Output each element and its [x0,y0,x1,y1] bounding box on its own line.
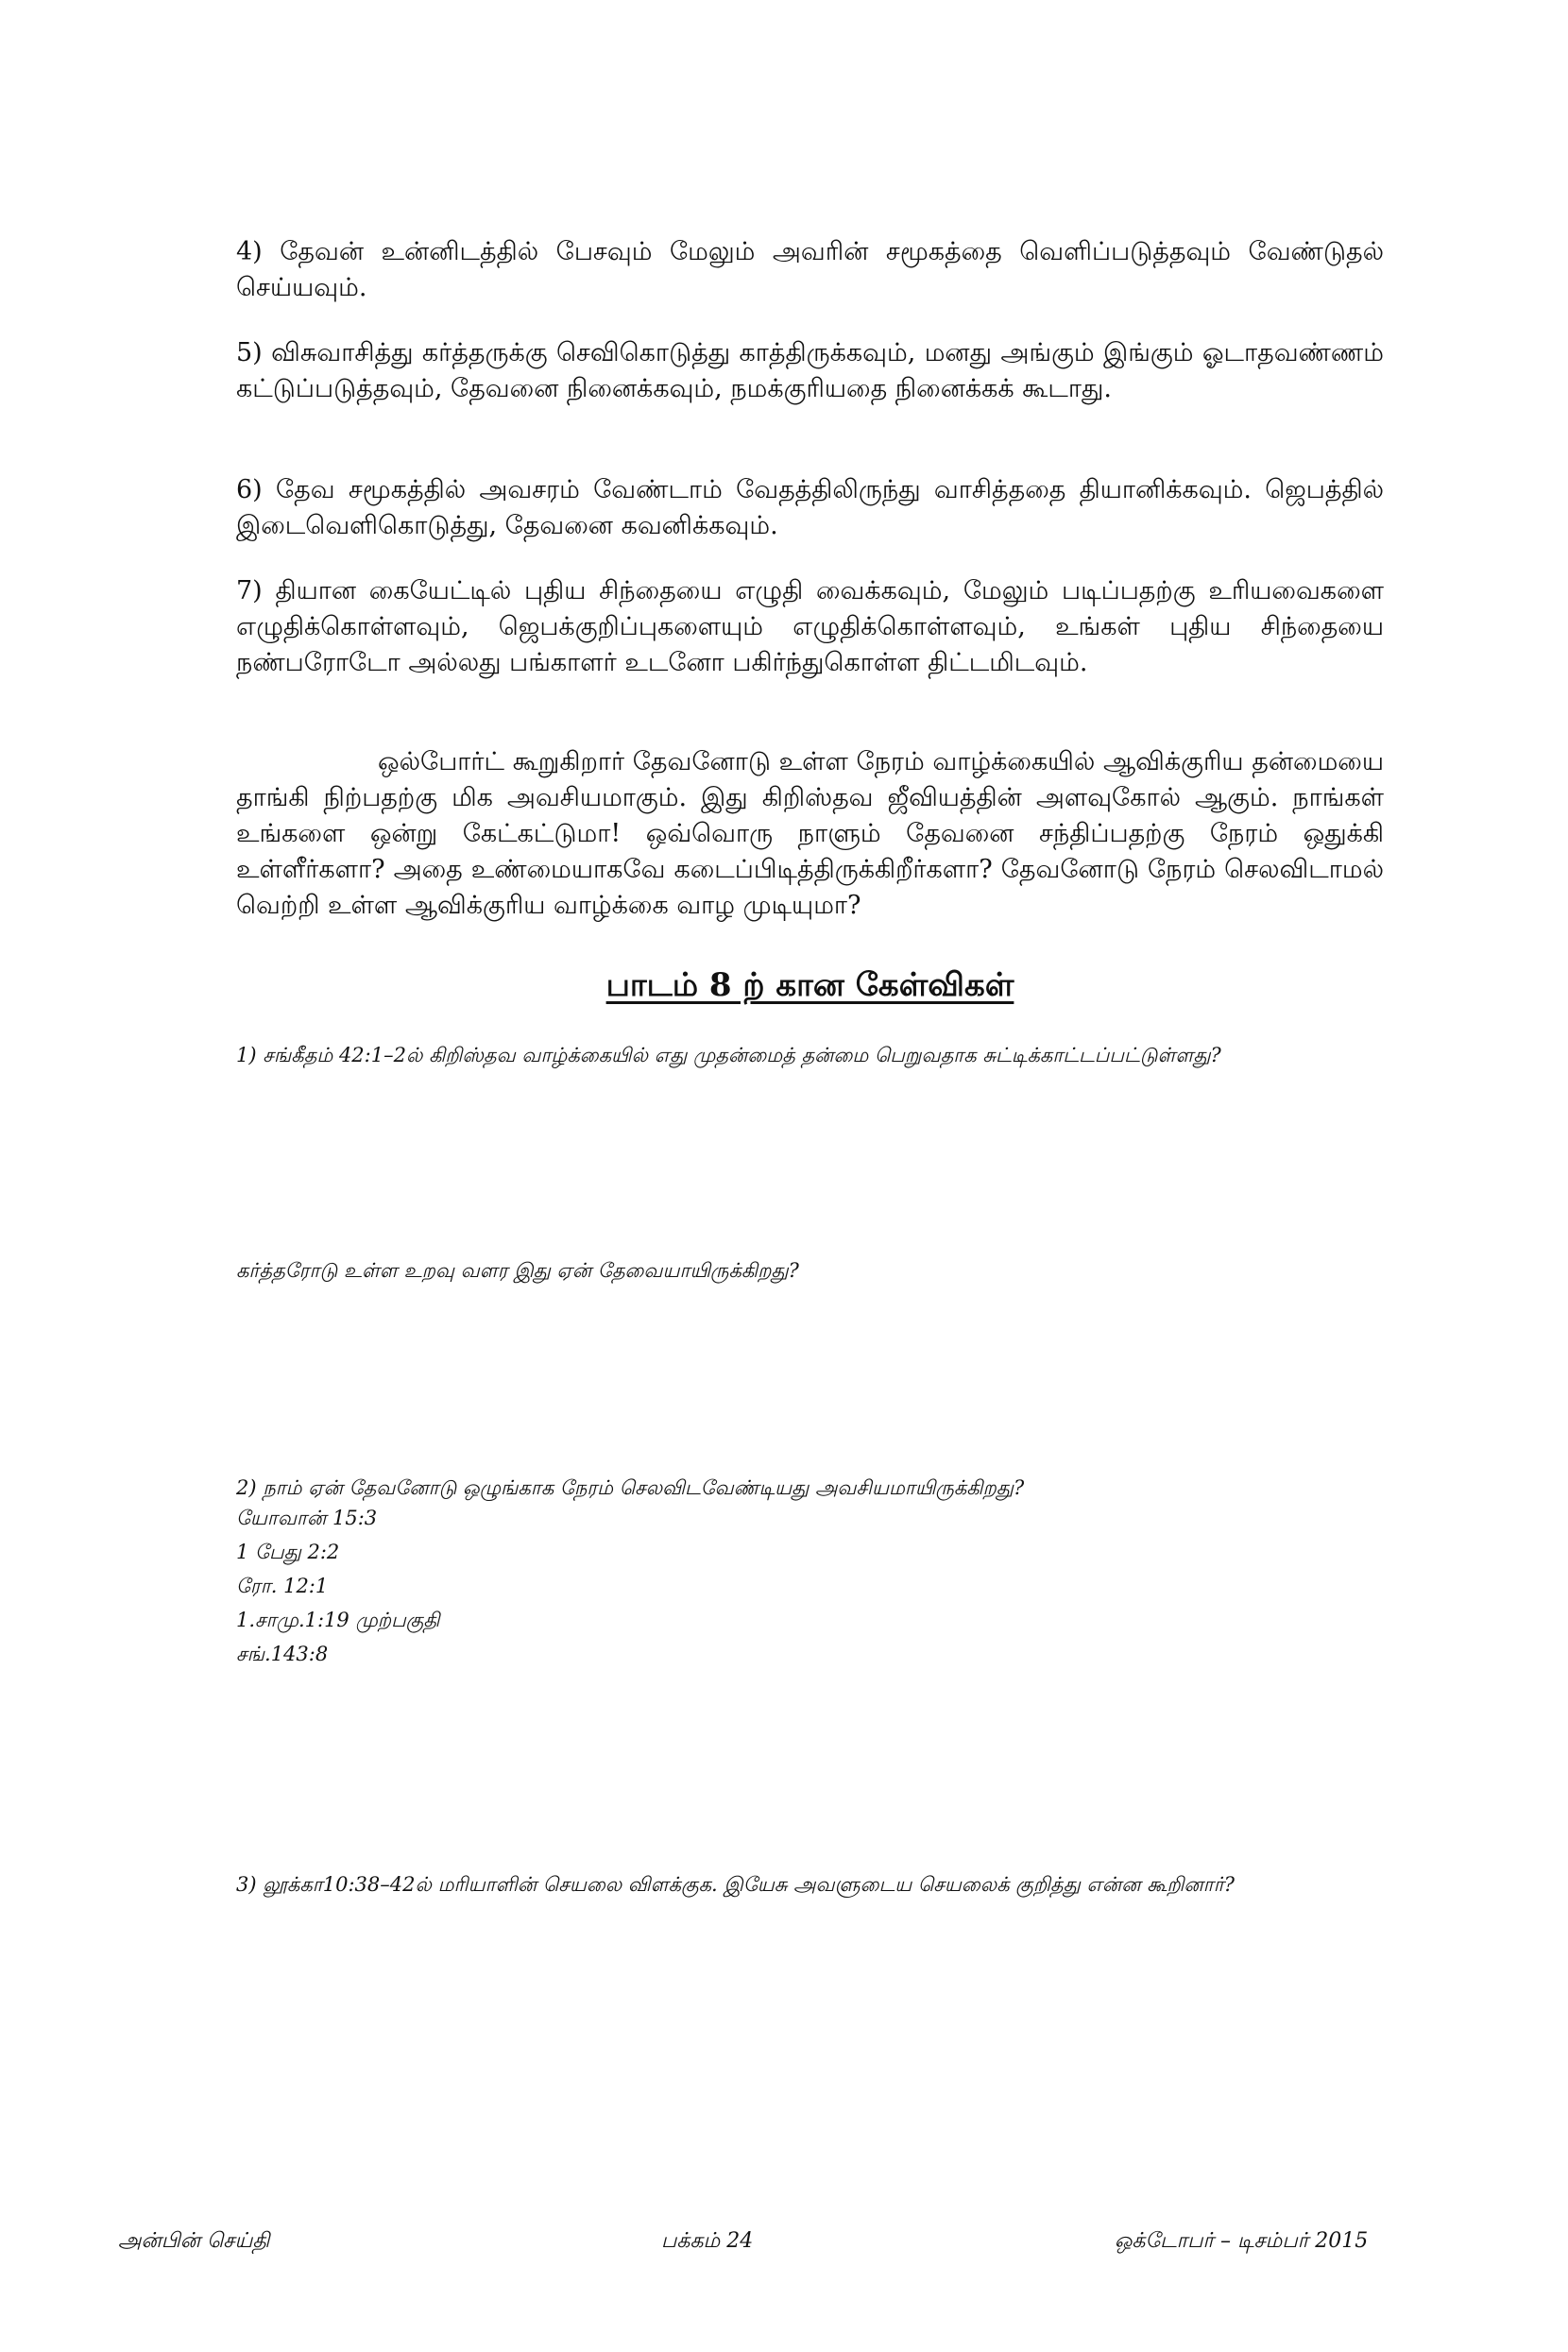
section-title: பாடம் 8 ற் கான கேள்விகள் [605,966,1014,1004]
footer-issue-date: ஒக்டோபர் – டிசம்பர் 2015 [1115,2229,1369,2253]
scripture-reference: சங்.143:8 [236,1643,329,1665]
question-1-followup: கர்த்தரோடு உள்ள உறவு வளர இது ஏன் தேவையாயிருக்கிறது? [236,1259,799,1282]
scripture-reference: யோவான் 15:3 [236,1507,378,1529]
scripture-reference: 1.சாமு.1:19 முற்பகுதி [236,1609,440,1631]
question-2: 2) நாம் ஏன் தேவனோடு ஒழுங்காக நேரம் செலவிடவேண்டியது அவசியமாயிருக்கிறது? [236,1476,1025,1499]
paragraph-7: 7) தியான கையேட்டில் புதிய சிந்தையை எழுதி வைக்கவும், மேலும் படிப்பதற்கு உரியவைகளை எழுதிக்கொள்ளவும், ஜெபக்குறிப்புகளையும் எழுதிக்கொள்ளவும், உங்கள் புதிய சிந்தையை நண்பரோடோ அல்லது பங்காளர் உடனோ பகிர்ந்துகொள்ள திட்டமிடவும். [236,576,1384,677]
scripture-reference: ரோ. 12:1 [236,1575,329,1597]
scripture-reference: 1 பேது 2:2 [236,1541,340,1563]
paragraph-allport-quote: ஒல்போர்ட் கூறுகிறார் தேவனோடு உள்ள நேரம் வாழ்க்கையில் ஆவிக்குரிய தன்மையை தாங்கி நிற்பதற்கு மிக அவசியமாகும். இது கிறிஸ்தவ ஜீவியத்தின் அளவுகோல் ஆகும். நாங்கள் உங்களை ஒன்று கேட்கட்டுமா! ஒவ்வொரு நாளும் தேவனை சந்திப்பதற்கு நேரம் ஒதுக்கி உள்ளீர்களா? அதை உண்மையாகவே கடைப்பிடித்திருக்கிறீர்களா? தேவனோடு நேரம் செலவிடாமல் வெற்றி உள்ள ஆவிக்குரிய வாழ்க்கை வாழ முடியுமா? [236,747,1384,920]
question-3: 3) லூக்கா10:38–42ல் மரியாளின் செயலை விளக்குக. இயேசு அவளுடைய செயலைக் குறித்து என்ன கூறினார்? [236,1873,1235,1896]
paragraph-6: 6) தேவ சமூகத்தில் அவசரம் வேண்டாம் வேதத்திலிருந்து வாசித்ததை தியானிக்கவும். ஜெபத்தில் இடைவெளிகொடுத்து, தேவனை கவனிக்கவும். [236,475,1384,540]
paragraph-5: 5) விசுவாசித்து கர்த்தருக்கு செவிகொடுத்து காத்திருக்கவும், மனது அங்கும் இங்கும் ஓடாதவண்ணம் கட்டுப்படுத்தவும், தேவனை நினைக்கவும், நமக்குரியதை நினைக்கக் கூடாது. [236,338,1384,403]
footer-publication-name: அன்பின் செய்தி [118,2229,270,2253]
footer-page-number: பக்கம் 24 [661,2229,754,2253]
question-1: 1) சங்கீதம் 42:1–2ல் கிறிஸ்தவ வாழ்க்கையில் எது முதன்மைத் தன்மை பெறுவதாக சுட்டிக்காட்டப்பட்டுள்ளது? [236,1044,1221,1066]
paragraph-4: 4) தேவன் உன்னிடத்தில் பேசவும் மேலும் அவரின் சமூகத்தை வெளிப்படுத்தவும் வேண்டுதல் செய்யவும். [236,237,1384,302]
